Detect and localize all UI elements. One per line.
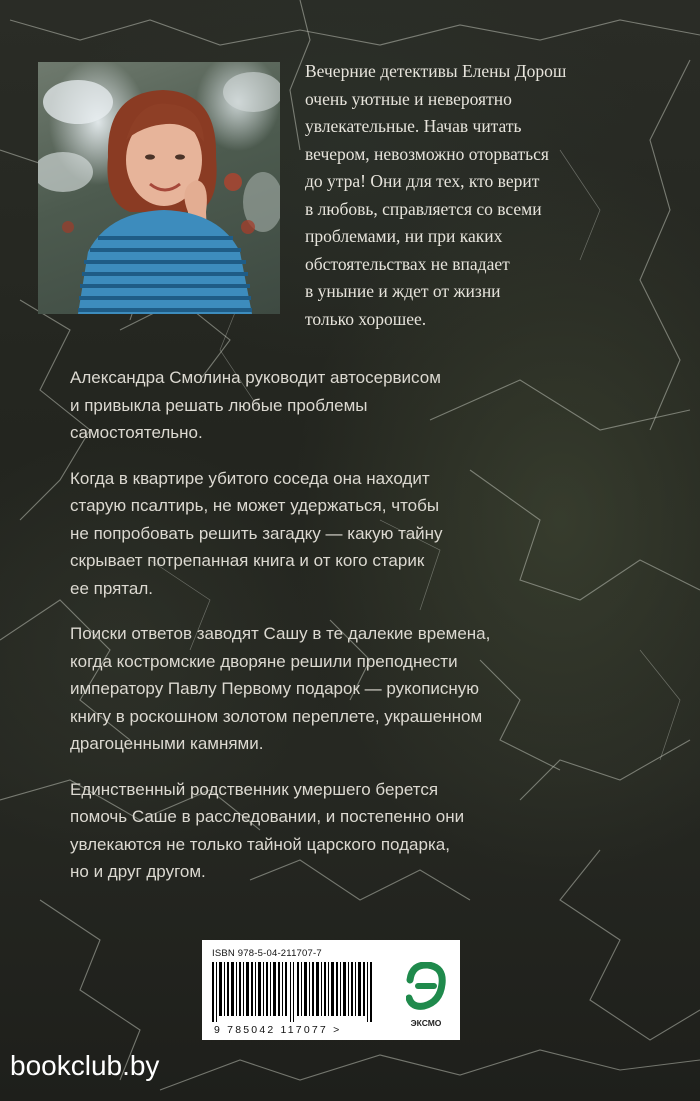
annotation-line: не попробовать решить загадку — какую тайну [70,523,443,543]
author-blurb-line: только хорошее. [305,308,427,329]
annotation-line: Александра Смолина руководит автосервисом [70,368,441,387]
annotation-line: Единственный родственник умершего берется [70,779,439,799]
annotation-line: старую псалтирь, не может удержаться, чтобы [70,496,440,515]
author-blurb-line: до утра! Они для тех, кто верит [305,171,540,191]
author-blurb-line: в уныние и ждет от жизни [305,281,501,301]
publisher-name: ЭКСМО [410,1018,442,1028]
annotation-line: помочь Саше в расследовании, и постепенно они [70,807,465,826]
author-photo [38,62,280,314]
isbn-number: ISBN 978-5-04-211707-7 [212,948,322,959]
annotation-line: ее прятал. [70,578,153,598]
annotation-line: увлекаются не только тайной царского подарка, [70,834,450,854]
author-blurb-line: очень уютные и невероятно [305,88,512,109]
author-blurb-line: обстоятельствах не впадает [305,253,510,274]
eksmo-logo-icon [406,962,446,1012]
annotation-paragraph [70,776,650,886]
annotation-line: книгу в роскошном золотом переплете, украшенном [70,706,483,726]
annotation-line: Поиски ответов заводят Сашу в те далекие времена, [70,624,491,643]
author-blurb-line: проблемами, ни при каких [305,226,503,246]
annotation-line: Когда в квартире убитого соседа она находит [70,468,430,488]
annotation-paragraph [70,620,650,758]
publisher-logo [392,940,460,1040]
annotation-line: драгоценными камнями. [70,734,264,753]
annotation-line: но и друг другом. [70,862,206,881]
watermark: bookclub.by [10,1050,160,1081]
annotation-line: самостоятельно. [70,423,203,442]
annotation-paragraph [70,465,650,603]
author-blurb-line: вечером, невозможно оторваться [305,143,549,164]
author-blurb-line: увлекательные. Начав читать [305,116,522,136]
annotation-line: и привыкла решать любые проблемы [70,395,368,415]
annotation-line: когда костромские дворяне решили преподнести [70,651,458,671]
author-blurb-line: в любовь, справляется со всеми [305,198,542,219]
annotation-line: скрывает потрепанная книга и от кого старик [70,551,425,570]
barcode-digits: 9 785042 117077 > [214,1024,342,1036]
annotation [70,364,650,904]
author-blurb-line: Вечерние детективы Елены Дорош [305,61,567,81]
author-blurb [305,58,665,333]
annotation-line: императору Павлу Первому подарок — рукописную [70,679,480,698]
barcode-bars [212,962,382,1022]
annotation-paragraph [70,364,650,447]
